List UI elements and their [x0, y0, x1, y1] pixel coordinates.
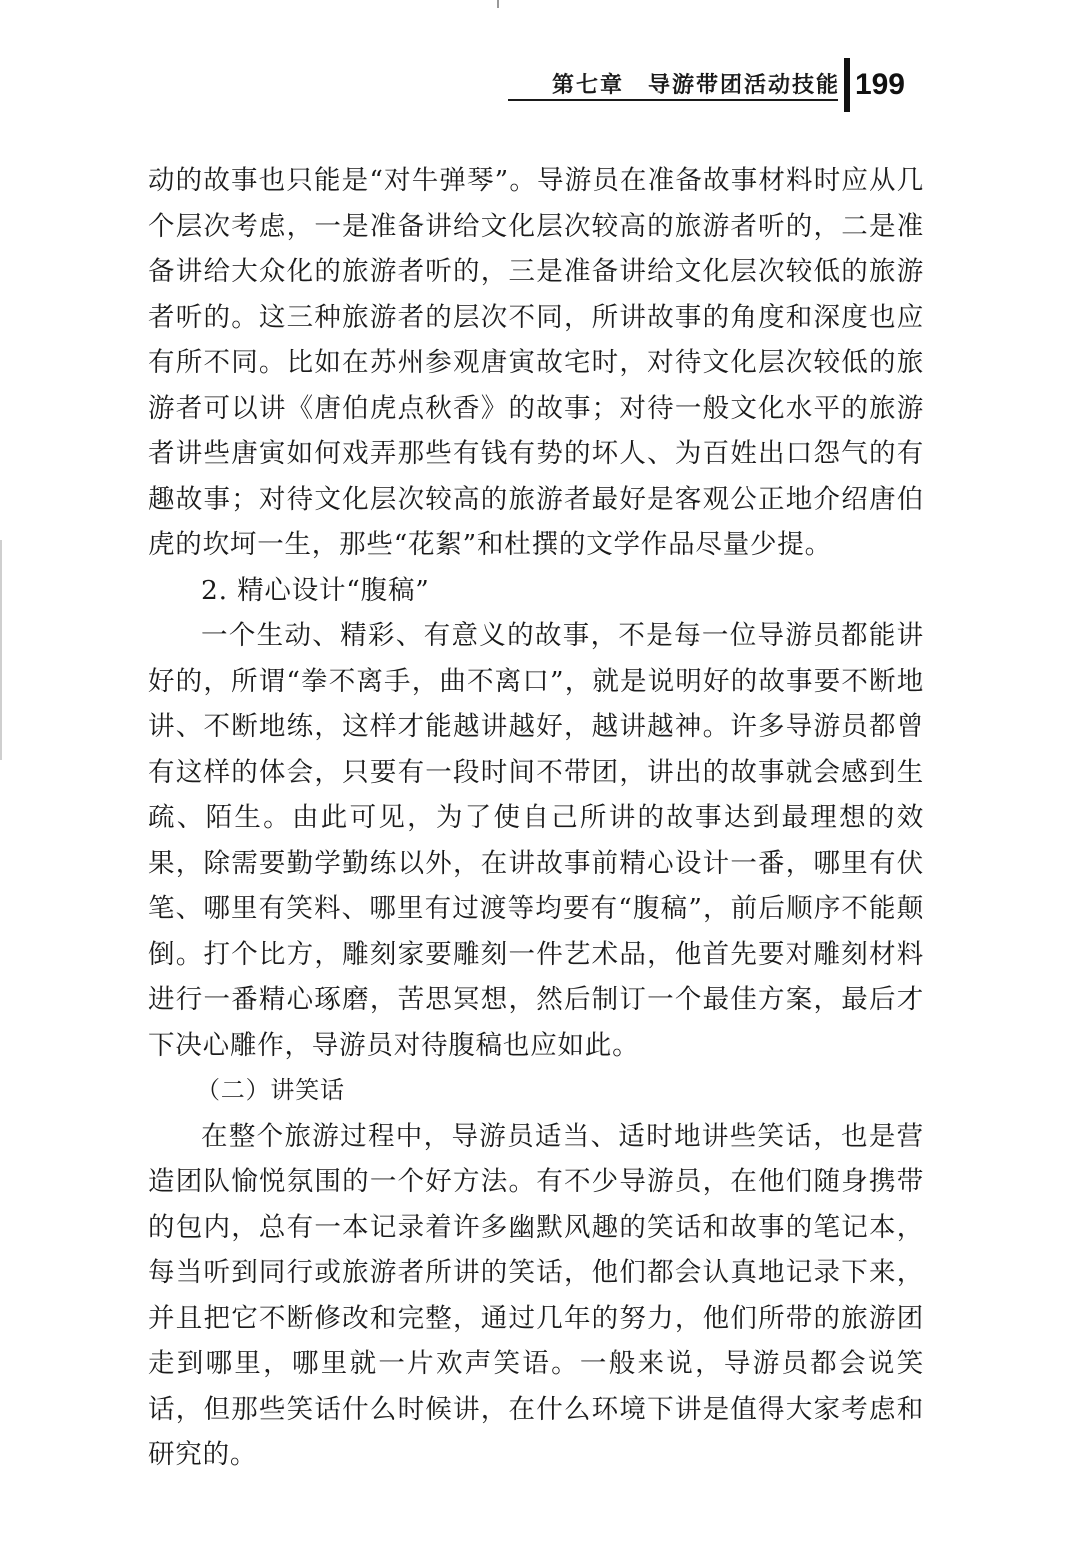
paragraph-practice: 一个生动、精彩、有意义的故事，不是每一位导游员都能讲好的，所谓“拳不离手，曲不离口”，就是说明好的故事要不断地讲、不断地练，这样才能越讲越好，越讲越神。许多导游员都曾有这样的体会，只要有一段时间不带团，讲出的故事就会感到生疏、陌生。由此可见，为了使自己所讲的故事达到最理想的效果，除需要勤学勤练以外，在讲故事前精心设计一番，哪里有伏笔、哪里有笑料、哪里有过渡等均要有“腹稿”，前后顺序不能颠倒。打个比方，雕刻家要雕刻一件艺术品，他首先要对雕刻材料进行一番精心琢磨，苦思冥想，然后制订一个最佳方案，最后才下决心雕作，导游员对待腹稿也应如此。	[148, 620, 924, 1061]
binding-shadow	[0, 540, 2, 760]
chapter-title: 第七章 导游带团活动技能	[551, 73, 840, 98]
paragraph-jokes: 在整个旅游过程中，导游员适当、适时地讲些笑话，也是营造团队愉悦氛围的一个好方法。有不少导游员，在他们随身携带的包内，总有一本记录着许多幽默风趣的笑话和故事的笔记本，每当听到同行或旅游者所讲的笑话，他们都会认真地记录下来，并且把它不断修改和完整，通过几年的努力，他们所带的旅游团走到哪里，哪里就一片欢声笑语。一般来说，导游员都会说笑话，但那些笑话什么时候讲，在什么环境下讲是值得大家考虑和研究的。	[148, 1120, 924, 1470]
running-header	[500, 62, 1000, 112]
page-number: 199	[854, 68, 905, 101]
body-text	[148, 158, 924, 1478]
header-rule	[508, 99, 838, 101]
scan-mark	[497, 0, 499, 8]
paragraph-continued: 动的故事也只能是“对牛弹琴”。导游员在准备故事材料时应从几个层次考虑，一是准备讲给文化层次较高的旅游者听的，二是准备讲给大众化的旅游者听的，三是准备讲给文化层次较低的旅游者听的。这三种旅游者的层次不同，所讲故事的角度和深度也应有所不同。比如在苏州参观唐寅故宅时，对待文化层次较低的旅游者可以讲《唐伯虎点秋香》的故事；对待一般文化水平的旅游者讲些唐寅如何戏弄那些有钱有势的坏人、为百姓出口怨气的有趣故事；对待文化层次较高的旅游者最好是客观公正地介绍唐伯虎的坎坷一生，那些“花絮”和杜撰的文学作品尽量少提。	[148, 165, 924, 560]
header-bar	[844, 58, 850, 112]
section-heading-jokes: （二）讲笑话	[196, 1076, 345, 1104]
subheading-outline-draft: 2. 精心设计“腹稿”	[201, 574, 430, 606]
